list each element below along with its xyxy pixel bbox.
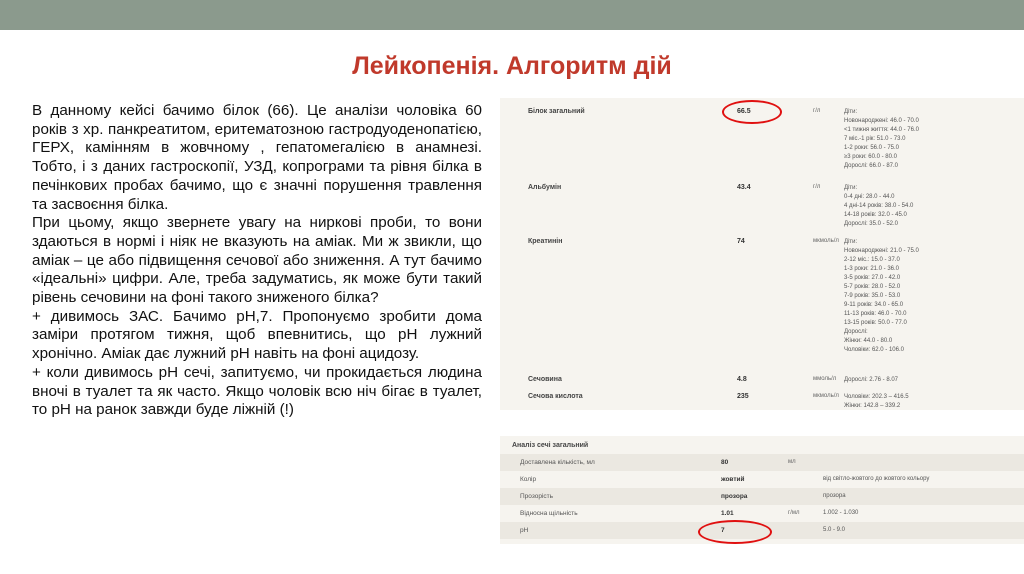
urine-row-name: Доставлена кількість, мл — [520, 459, 595, 466]
slide-title: Лейкопенія. Алгоритм дій — [352, 52, 672, 80]
urine-analysis-image — [500, 436, 1024, 544]
urine-row-unit: мл — [788, 459, 796, 465]
lab-row-unit: ммоль/л — [813, 376, 837, 382]
paragraph-protein: В данному кейсі бачимо білок (66). Це аналізи чоловіка 60 років з хр. панкреатитом, еритематозною гастродуоденопатією, ГЕРХ, камінням в жовчному , гепатомегалією в анамнезі. Тобто, і з даних гастроскопії, УЗД, копрограми та рівня білка в печінкових пробах бачимо, що є значні порушення травлення та засвоєння білка. — [32, 102, 482, 213]
top-banner — [0, 0, 1024, 30]
urine-row-clarity — [500, 488, 1024, 505]
lab-row-name: Сечовина — [528, 376, 562, 383]
lab-row-name: Альбумін — [528, 184, 562, 191]
urine-row-volume — [500, 454, 1024, 471]
biochemistry-results-image — [500, 98, 1024, 410]
lab-row-ref: Діти: 0-4 дні: 28.0 - 44.0 4 дні-14 років: 38.0 - 54.0 14-18 років: 32.0 - 45.0 Дорослі: 35.0 - 52.0 — [844, 185, 914, 227]
urine-row-color — [500, 471, 1024, 488]
urine-row-value: 80 — [721, 459, 729, 466]
urine-row-ref: 1.002 - 1.030 — [823, 510, 859, 516]
urine-row-value: прозора — [721, 493, 748, 500]
urine-row-value: 1.01 — [721, 510, 734, 517]
urine-row-name: pH — [520, 527, 529, 534]
lab-row-name: Креатинін — [528, 238, 563, 245]
lab-row-ref: Діти: Новонароджені: 21.0 - 75.0 2-12 міс.: 15.0 - 37.0 1-3 роки: 21.0 - 36.0 3-5 років: 27.0 - 42.0 5-7 років: 28.0 - 52.0 7-9 років: 35.0 - 53.0 9-11 років: 34.0 - 65.0 11-13 років: 46.0 - 70.0 13-15 років: 50.0 - 77.0 Дорослі: Жінки: 44.0 - 80.0 Чоловіки: 62.0 - 106.0 — [844, 239, 919, 353]
lab-row-unit: г/л — [813, 184, 821, 190]
paragraph-ph-saliva: + дивимось ЗАС. Бачимо рН,7. Пропонуємо зробити дома заміри протягом тижня, щоб впевнитись, що рН лужний хронічно. Аміак дає лужний рН навіть на фоні ацидозу. — [32, 307, 482, 363]
lab-row-value: 43.4 — [737, 184, 751, 191]
lab-row-ref: Чоловіки: 202.3 – 416.5 Жінки: 142.8 – 339.2 — [844, 394, 909, 409]
lab-row-unit: мкмоль/л — [813, 393, 839, 399]
lab-row-value: 66.5 — [737, 108, 751, 115]
lab-row-value: 235 — [737, 393, 749, 400]
paragraph-urine-ph: + коли дивимось рН сечі, запитуємо, чи прокидається людина вночі в туалет та як часто. Якщо чоловік всю ніч бігає в туалет, то рН на ранок завжди буде ліжній (!) — [32, 363, 482, 419]
lab-row-value: 4.8 — [737, 376, 747, 383]
lab-row-name: Сечова кислота — [528, 393, 583, 400]
urine-analysis-title: Аналіз сечі загальний — [512, 442, 589, 449]
lab-row-unit: г/л — [813, 108, 821, 114]
urine-row-ref: прозора — [823, 493, 846, 499]
urine-row-value: жовтий — [721, 476, 745, 483]
urine-row-ref: 5.0 - 9.0 — [823, 527, 846, 533]
lab-row-value: 74 — [737, 238, 745, 245]
paragraph-kidney-tests: При цьому, якщо звернете увагу на ниркові проби, то вони здаються в нормі і ніяк не вказують на аміак. Ми ж звикли, що аміак – це або підвищення сечової або зниження. А тут бачимо «ідеальні» цифри. Але, треба задуматись, як може бути такий рівень сечовини на фоні такого зниженого білка? — [32, 214, 482, 307]
lab-row-ref: Діти: Новонароджені: 46.0 - 70.0 <1 тижня життя: 44.0 - 76.0 7 міс.-1 рік: 51.0 - 73.0 1-2 роки: 56.0 - 75.0 ≥3 роки: 60.0 - 80.0 Дорослі: 66.0 - 87.0 — [844, 109, 919, 169]
urine-row-name: Прозорість — [520, 493, 554, 500]
urine-row-unit: г/мл — [788, 510, 800, 516]
slide-body-text — [32, 102, 482, 420]
lab-row-ref: Дорослі: 2.76 - 8.07 — [844, 377, 898, 383]
urine-row-value: 7 — [721, 527, 725, 534]
urine-row-name: Відносна щільність — [520, 510, 578, 517]
urine-row-name: Колір — [520, 476, 537, 483]
highlight-circle-protein — [722, 100, 782, 124]
urine-row-density — [500, 505, 1024, 522]
urine-row-ref: від світло-жовтого до жовтого кольору — [823, 476, 930, 482]
lab-row-unit: мкмоль/л — [813, 238, 839, 244]
lab-row-name: Білок загальний — [528, 108, 585, 115]
highlight-circle-ph — [698, 520, 772, 544]
